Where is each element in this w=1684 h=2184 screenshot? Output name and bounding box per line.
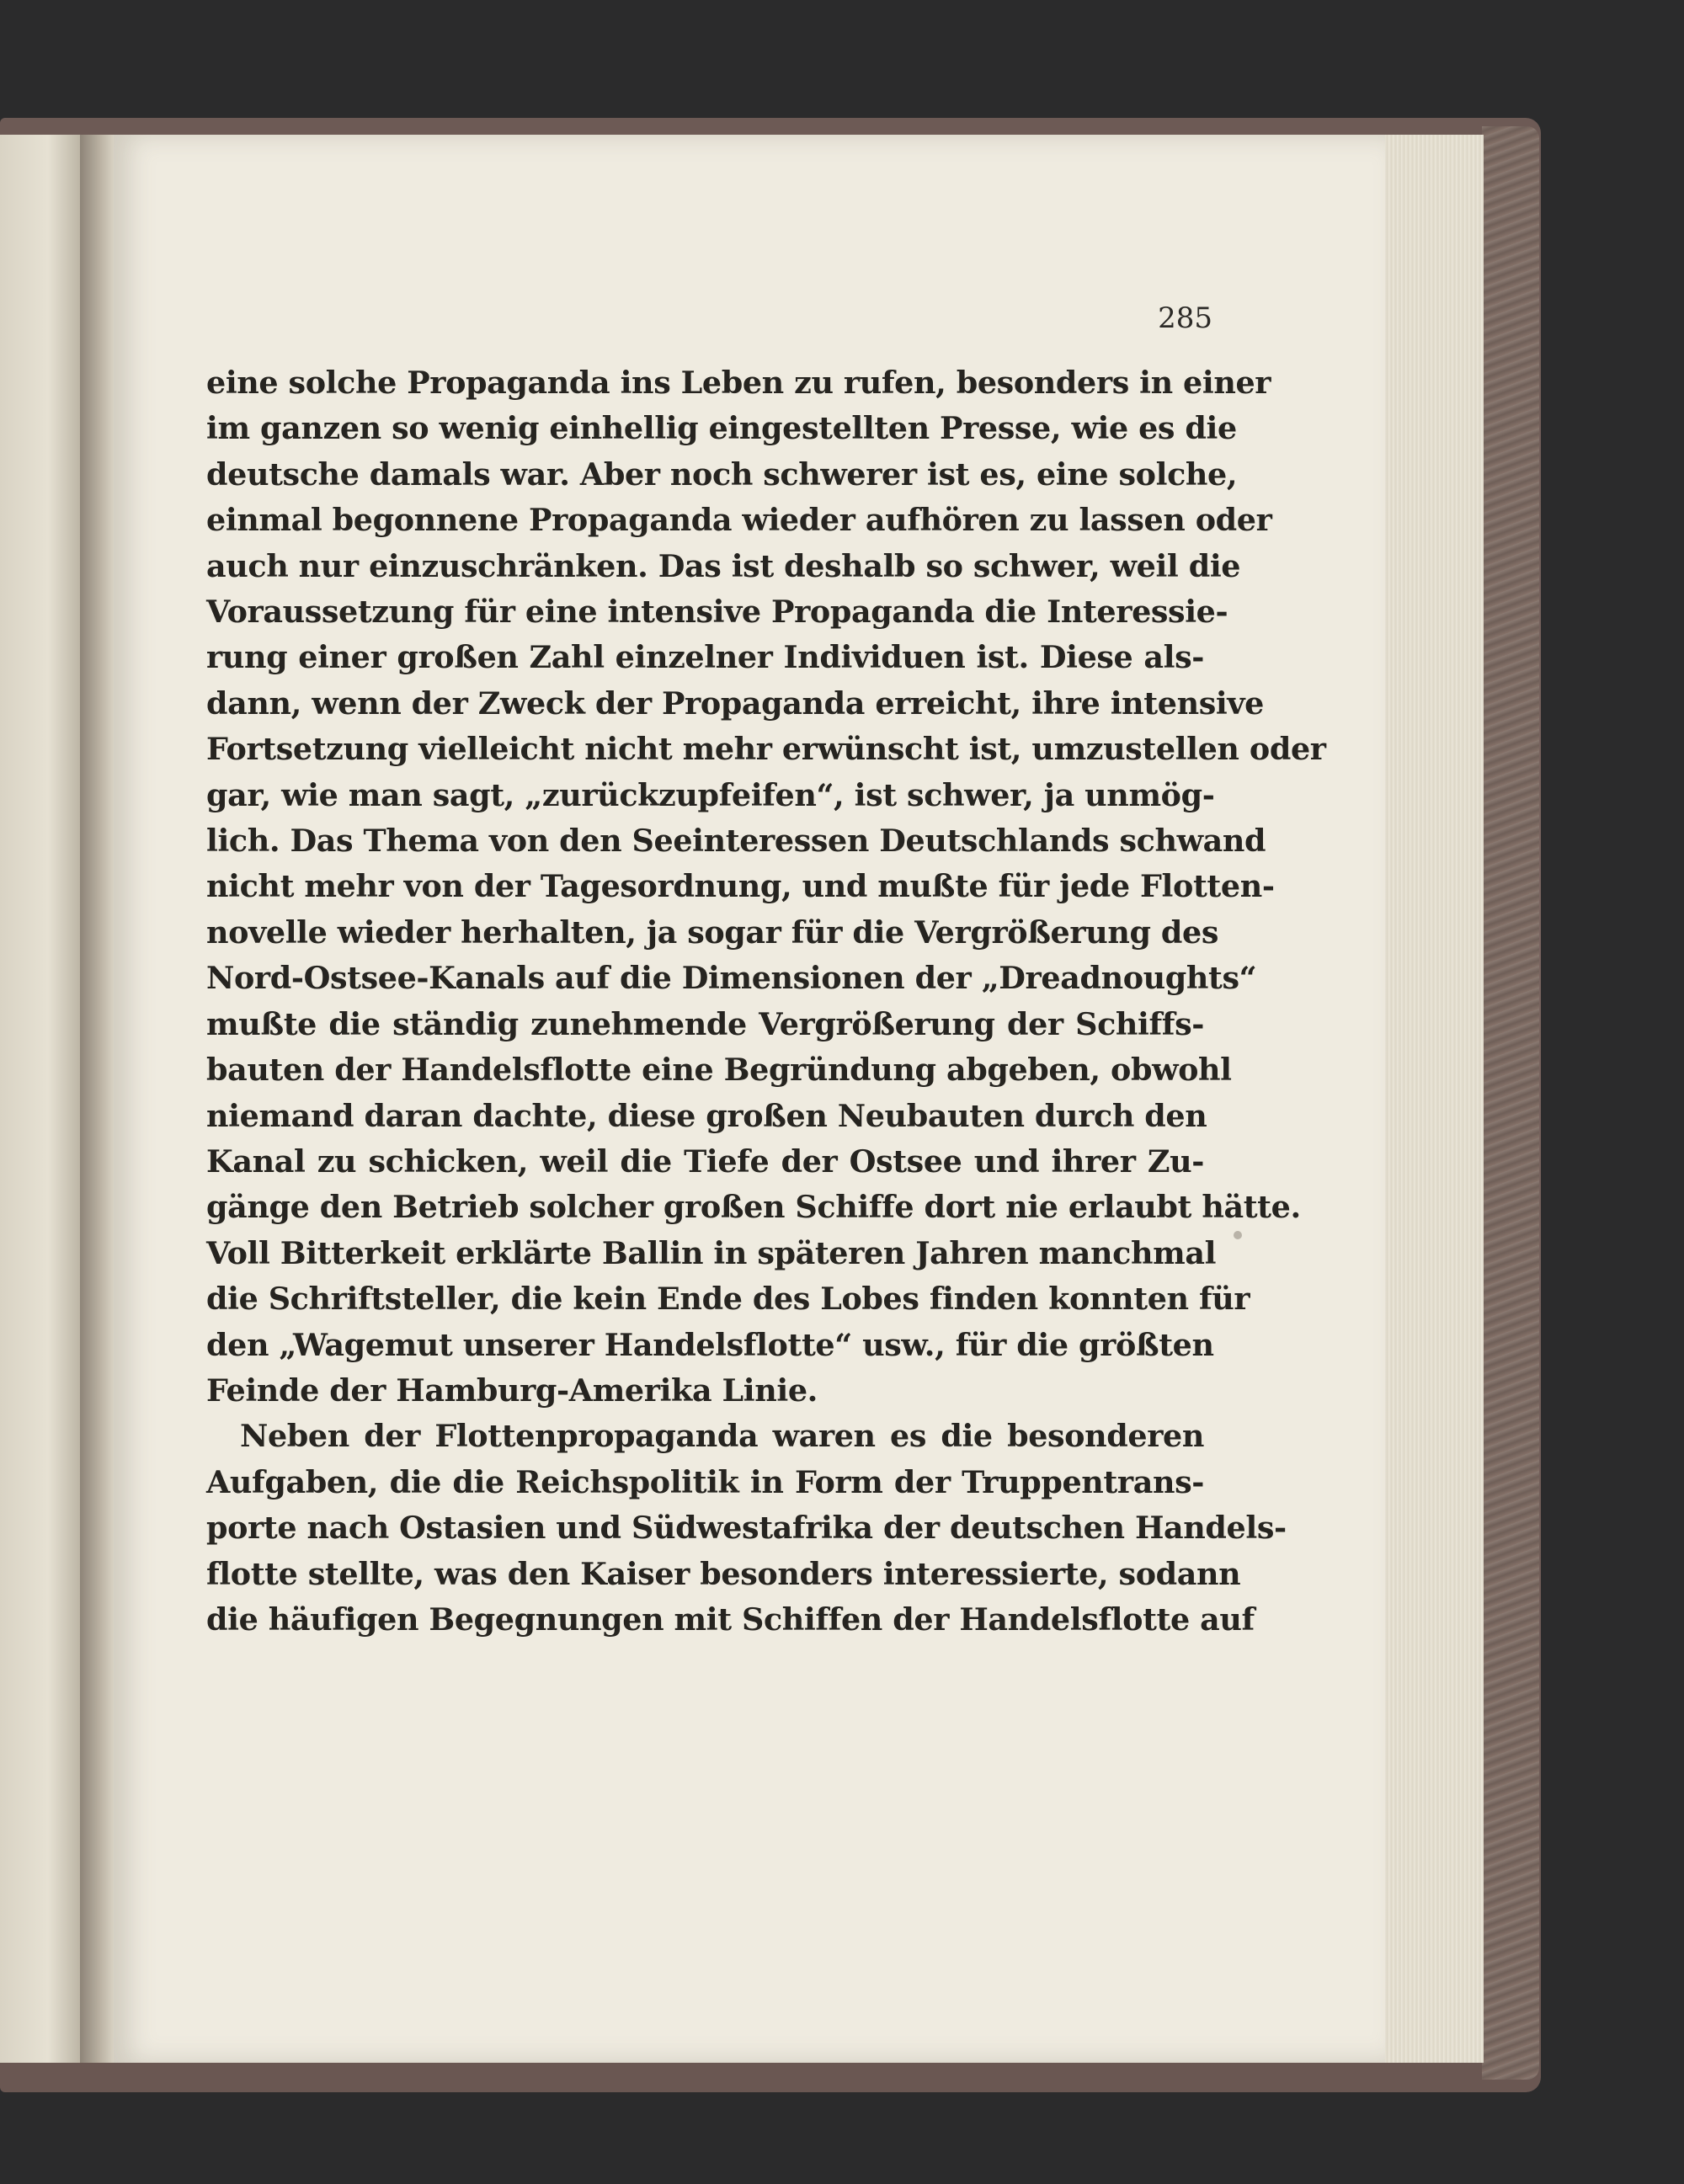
text-line: die häufigen Begegnungen mit Schiffen der Handelsflotte auf [206, 1601, 1255, 1638]
text-line: porte nach Ostasien und Südwestafrika der deutschen Handels- [206, 1510, 1287, 1547]
book-page [114, 135, 1385, 2063]
text-line: eine solche Propaganda ins Leben zu rufen, besonders in einer [206, 365, 1271, 401]
cover-edge [1482, 126, 1539, 2080]
left-page [0, 135, 80, 2063]
page-number: 285 [1158, 301, 1212, 335]
text-line: novelle wieder herhalten, ja sogar für die Vergrößerung des [206, 914, 1219, 951]
text-line: Voraussetzung für eine intensive Propaganda die Interessie- [206, 594, 1228, 631]
page-stack-edges [1381, 135, 1484, 2063]
text-line: dann, wenn der Zweck der Propaganda erreicht, ihre intensive [206, 684, 1264, 722]
text-line: mußte die ständig zunehmende Vergrößerung der Schiffs- [206, 1005, 1204, 1042]
text-line: Feinde der Hamburg-Amerika Linie. [206, 1372, 818, 1409]
text-line: niemand daran dachte, diese großen Neubauten durch den [206, 1097, 1207, 1134]
text-line: die Schriftsteller, die kein Ende des Lobes finden konnten für [206, 1281, 1250, 1318]
text-line: gar, wie man sagt, „zurückzupfeifen“, ist schwer, ja unmög- [206, 776, 1215, 813]
gutter-shadow [80, 135, 114, 2063]
text-line: rung einer großen Zahl einzelner Individuen ist. Diese als- [206, 639, 1204, 676]
text-line: einmal begonnene Propaganda wieder aufhören zu lassen oder [206, 502, 1272, 539]
text-line: flotte stellte, was den Kaiser besonders interessierte, sodann [206, 1555, 1241, 1592]
text-line: nicht mehr von der Tagesordnung, und mußte für jede Flotten- [206, 868, 1275, 905]
text-line: Fortsetzung vielleicht nicht mehr erwünscht ist, umzustellen oder [206, 731, 1326, 768]
text-line: lich. Das Thema von den Seeinteressen Deutschlands schwand [206, 823, 1266, 860]
text-line: gänge den Betrieb solcher großen Schiffe dort nie erlaubt hätte. [206, 1189, 1301, 1226]
body-text [206, 360, 1326, 1643]
text-line: den „Wagemut unserer Handelsflotte“ usw., für die größten [206, 1326, 1214, 1363]
text-line: Aufgaben, die die Reichspolitik in Form der Truppentrans- [206, 1463, 1204, 1500]
text-line: deutsche damals war. Aber noch schwerer ist es, eine solche, [206, 455, 1238, 493]
text-line: auch nur einzuschränken. Das ist deshalb so schwer, weil die [206, 547, 1241, 584]
text-line: bauten der Handelsflotte eine Begründung abgeben, obwohl [206, 1052, 1232, 1089]
paper-speck [1234, 1231, 1242, 1239]
text-line: Voll Bitterkeit erklärte Ballin in späteren Jahren manchmal [206, 1234, 1217, 1271]
text-line: im ganzen so wenig einhellig eingestellten Presse, wie es die [206, 410, 1237, 447]
text-line: Nord-Ostsee-Kanals auf die Dimensionen der „Dreadnoughts“ [206, 960, 1257, 997]
text-line: Kanal zu schicken, weil die Tiefe der Ostsee und ihrer Zu- [206, 1143, 1204, 1180]
text-line: Neben der Flottenpropaganda waren es die besonderen [240, 1418, 1204, 1455]
